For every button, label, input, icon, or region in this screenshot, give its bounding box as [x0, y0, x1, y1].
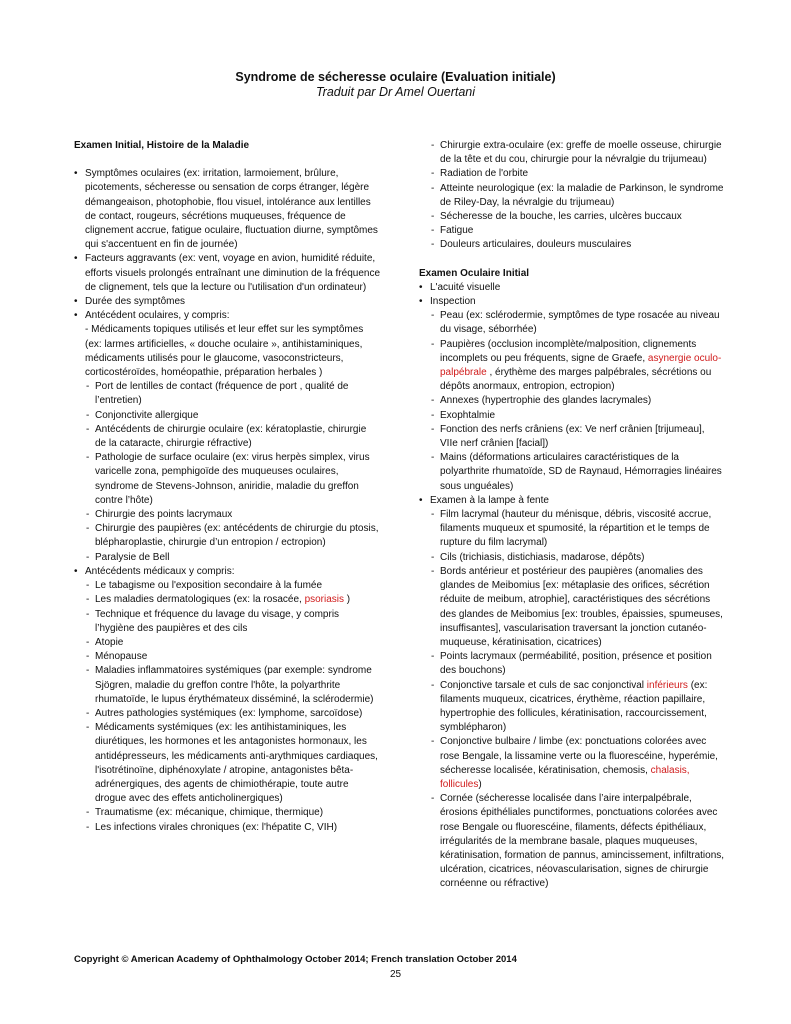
list-subitem: - Fonction des nerfs crâniens (ex: Ve nerf crânien [trijumeau], VIIe nerf crânien [facial]) — [419, 423, 725, 451]
list-subitem: - Conjonctive bulbaire / limbe (ex: ponctuations colorées avec rose Bengale, la lissamine verte ou la fluorescéine, hyperémie, sécheresse localisée, kératinisation, chemosis, chalasis, follicules) — [419, 735, 725, 792]
list-subitem: - Annexes (hypertrophie des glandes lacrymales) — [419, 394, 725, 408]
list-subitem: - Chirurgie extra-oculaire (ex: greffe de moelle osseuse, chirurgie de la tête et du cou, chirurgie pour la névralgie du trijumeau) — [419, 139, 725, 167]
highlighted-term: inférieurs — [646, 679, 688, 691]
list-item: • L'acuité visuelle — [419, 281, 725, 295]
translator-credit: Traduit par Dr Amel Ouertani — [315, 85, 476, 99]
list-subitem: - Exophtalmie — [419, 409, 725, 423]
list-item: • Inspection — [419, 295, 725, 309]
left-column — [74, 139, 380, 835]
list-subitem: - Chirurgie des points lacrymaux — [74, 508, 380, 522]
list-item: • Facteurs aggravants (ex: vent, voyage en avion, humidité réduite, efforts visuels prolongés entraînant une diminution de la fréquence de clignement, tels que la lecture ou l'utilisation d'un ordinateur) — [74, 252, 380, 295]
list-subitem: - Peau (ex: sclérodermie, symptômes de type rosacée au niveau du visage, séborrhée) — [419, 309, 725, 337]
document-title: Syndrome de sécheresse oculaire (Evaluation initiale) — [235, 70, 556, 84]
highlighted-term: asynergie oculo-palpébrale — [440, 352, 722, 379]
section-heading-history: Examen Initial, Histoire de la Maladie — [74, 140, 250, 151]
list-subitem: - Ménopause — [74, 650, 380, 664]
page-number: 25 — [389, 969, 402, 980]
list-subitem: - Les infections virales chroniques (ex: l'hépatite C, VIH) — [74, 821, 380, 835]
highlighted-term: chalasis, follicules — [440, 764, 690, 790]
list-subitem: - Mains (déformations articulaires caractéristiques de la polyarthrite rhumatoïde, SD de Raynaud, Hémorragies linéaires sous unguéales) — [419, 451, 725, 494]
list-item: • Antécédent oculaires, y compris: — [74, 309, 380, 323]
list-subitem: - Autres pathologies systémiques (ex: lymphome, sarcoïdose) — [74, 707, 380, 721]
list-subitem: - Film lacrymal (hauteur du ménisque, débris, viscosité accrue, filaments muqueux et spumosité, la répartition et le temps de rupture du film lacrymal) — [419, 508, 725, 551]
section-heading-exam: Examen Oculaire Initial — [419, 267, 530, 279]
list-subitem: - Fatigue — [419, 224, 725, 238]
list-item: • Antécédents médicaux y compris: — [74, 565, 380, 579]
list-subitem: - Conjonctivite allergique — [74, 409, 380, 423]
list-subitem: - Douleurs articulaires, douleurs musculaires — [419, 238, 725, 252]
list-subitem: - Bords antérieur et postérieur des paupières (anomalies des glandes de Meibomius [ex: métaplasie des orifices, sécrétion réduite de meibum, atrophie], caractéristiques des sécrétions des glandes de Meibomius [ex: troubles, épaissies, spumeuses, insuffisantes], vascularisation traversant la jonction cutanéo-muqueuse, kératinisation, cicatrices) — [419, 565, 725, 650]
list-subitem: - Conjonctive tarsale et culs de sac conjonctival inférieurs (ex: filaments muqueux, cicatrices, érythème, réaction papillaire, hypertrophie des follicules, kératinisation, raccourcissement, symblépharon) — [419, 679, 725, 736]
list-subitem: - Technique et fréquence du lavage du visage, y compris l’hygiène des paupières et des cils — [74, 608, 380, 636]
list-subitem: - Atteinte neurologique (ex: la maladie de Parkinson, le syndrome de Riley-Day, la névralgie du trijumeau) — [419, 182, 725, 210]
list-subitem: - Le tabagisme ou l'exposition secondaire à la fumée — [74, 579, 380, 593]
highlighted-term: psoriasis — [304, 594, 345, 606]
list-subitem: - Antécédents de chirurgie oculaire (ex: kératoplastie, chirurgie de la cataracte, chirurgie réfractive) — [74, 423, 380, 451]
document-header — [0, 70, 791, 100]
copyright-footer: Copyright © American Academy of Ophthalmology October 2014; French translation October 2014 — [74, 954, 517, 965]
list-subitem: - Points lacrymaux (perméabilité, position, présence et position des bouchons) — [419, 650, 725, 678]
list-subitem: - Sécheresse de la bouche, les carries, ulcères buccaux — [419, 210, 725, 224]
list-subitem: - Paupières (occlusion incomplète/malposition, clignements incomplets ou peu fréquents, signe de Graefe, asynergie oculo-palpébrale , érythème des marges palpébrales, sécrétions ou dépôts anormaux, entropion, ectropion) — [419, 338, 725, 395]
list-subitem: - Cornée (sécheresse localisée dans l’aire interpalpébrale, érosions épithéliales punctiformes, ponctuations colorées avec rose Bengale ou fluorescéine, filaments, défects épithéliaux, irrégularités de la membrane basale, plaques muqueuses, kératinisation, formation de pannus, amincissement, infiltrations, ulcération, cicatrices, néovascularisation, signes de chirurgie cornéenne ou réfractive) — [419, 792, 725, 891]
right-column — [419, 139, 725, 892]
list-subitem: - Les maladies dermatologiques (ex: la rosacée, psoriasis ) — [74, 593, 380, 607]
list-subitem: - Radiation de l'orbite — [419, 167, 725, 181]
list-subitem: - Maladies inflammatoires systémiques (par exemple: syndrome Sjögren, maladie du greffon contre l'hôte, la polyarthrite rhumatoïde, le lupus érythémateux disséminé, la sclérodermie) — [74, 664, 380, 707]
list-subitem: - Médicaments systémiques (ex: les antihistaminiques, les diurétiques, les hormones et les antagonistes hormonaux, les antidépresseurs, les médicaments anti-arythmiques cardiaques, l'isotrétinoïne, diphénoxylate / atropine, antagonistes bêta- adrénergiques, des agents de chimiothérapie, toute autre drogue avec des effets anticholinergiques) — [74, 721, 380, 806]
list-subitem: - Atopie — [74, 636, 380, 650]
list-item: • Durée des symptômes — [74, 295, 380, 309]
list-subitem: - Paralysie de Bell — [74, 551, 380, 565]
list-subitem: - Chirurgie des paupières (ex: antécédents de chirurgie du ptosis, blépharoplastie, chirurgie d’un entropion / ectropion) — [74, 522, 380, 550]
list-note: - Médicaments topiques utilisés et leur effet sur les symptômes (ex: larmes artificielles, « douche oculaire », antihistaminiques, médicaments utilisés pour le glaucome, vasoconstricteurs, corticostéroïdes, homéopathie, préparation herbales ) — [85, 324, 364, 379]
list-subitem: - Traumatisme (ex: mécanique, chimique, thermique) — [74, 806, 380, 820]
list-subitem: - Cils (trichiasis, distichiasis, madarose, dépôts) — [419, 551, 725, 565]
list-subitem: - Port de lentilles de contact (fréquence de port , qualité de l’entretien) — [74, 380, 380, 408]
list-subitem: - Pathologie de surface oculaire (ex: virus herpès simplex, virus varicelle zona, pemphigoïde des muqueuses oculaires, syndrome de Stevens-Johnson, aniridie, maladie du greffon contre l’hôte) — [74, 451, 380, 508]
list-item: • Symptômes oculaires (ex: irritation, larmoiement, brûlure, picotements, sécheresse ou sensation de corps étranger, légère démangeaison, photophobie, flou visuel, intolérance aux lentilles de contact, rougeurs, sécrétions muqueuses, fréquence de clignement accrue, fatigue oculaire, fluctuation diurne, symptômes qui s'accentuent en fin de journée) — [74, 167, 380, 252]
list-item: • Examen à la lampe à fente — [419, 494, 725, 508]
